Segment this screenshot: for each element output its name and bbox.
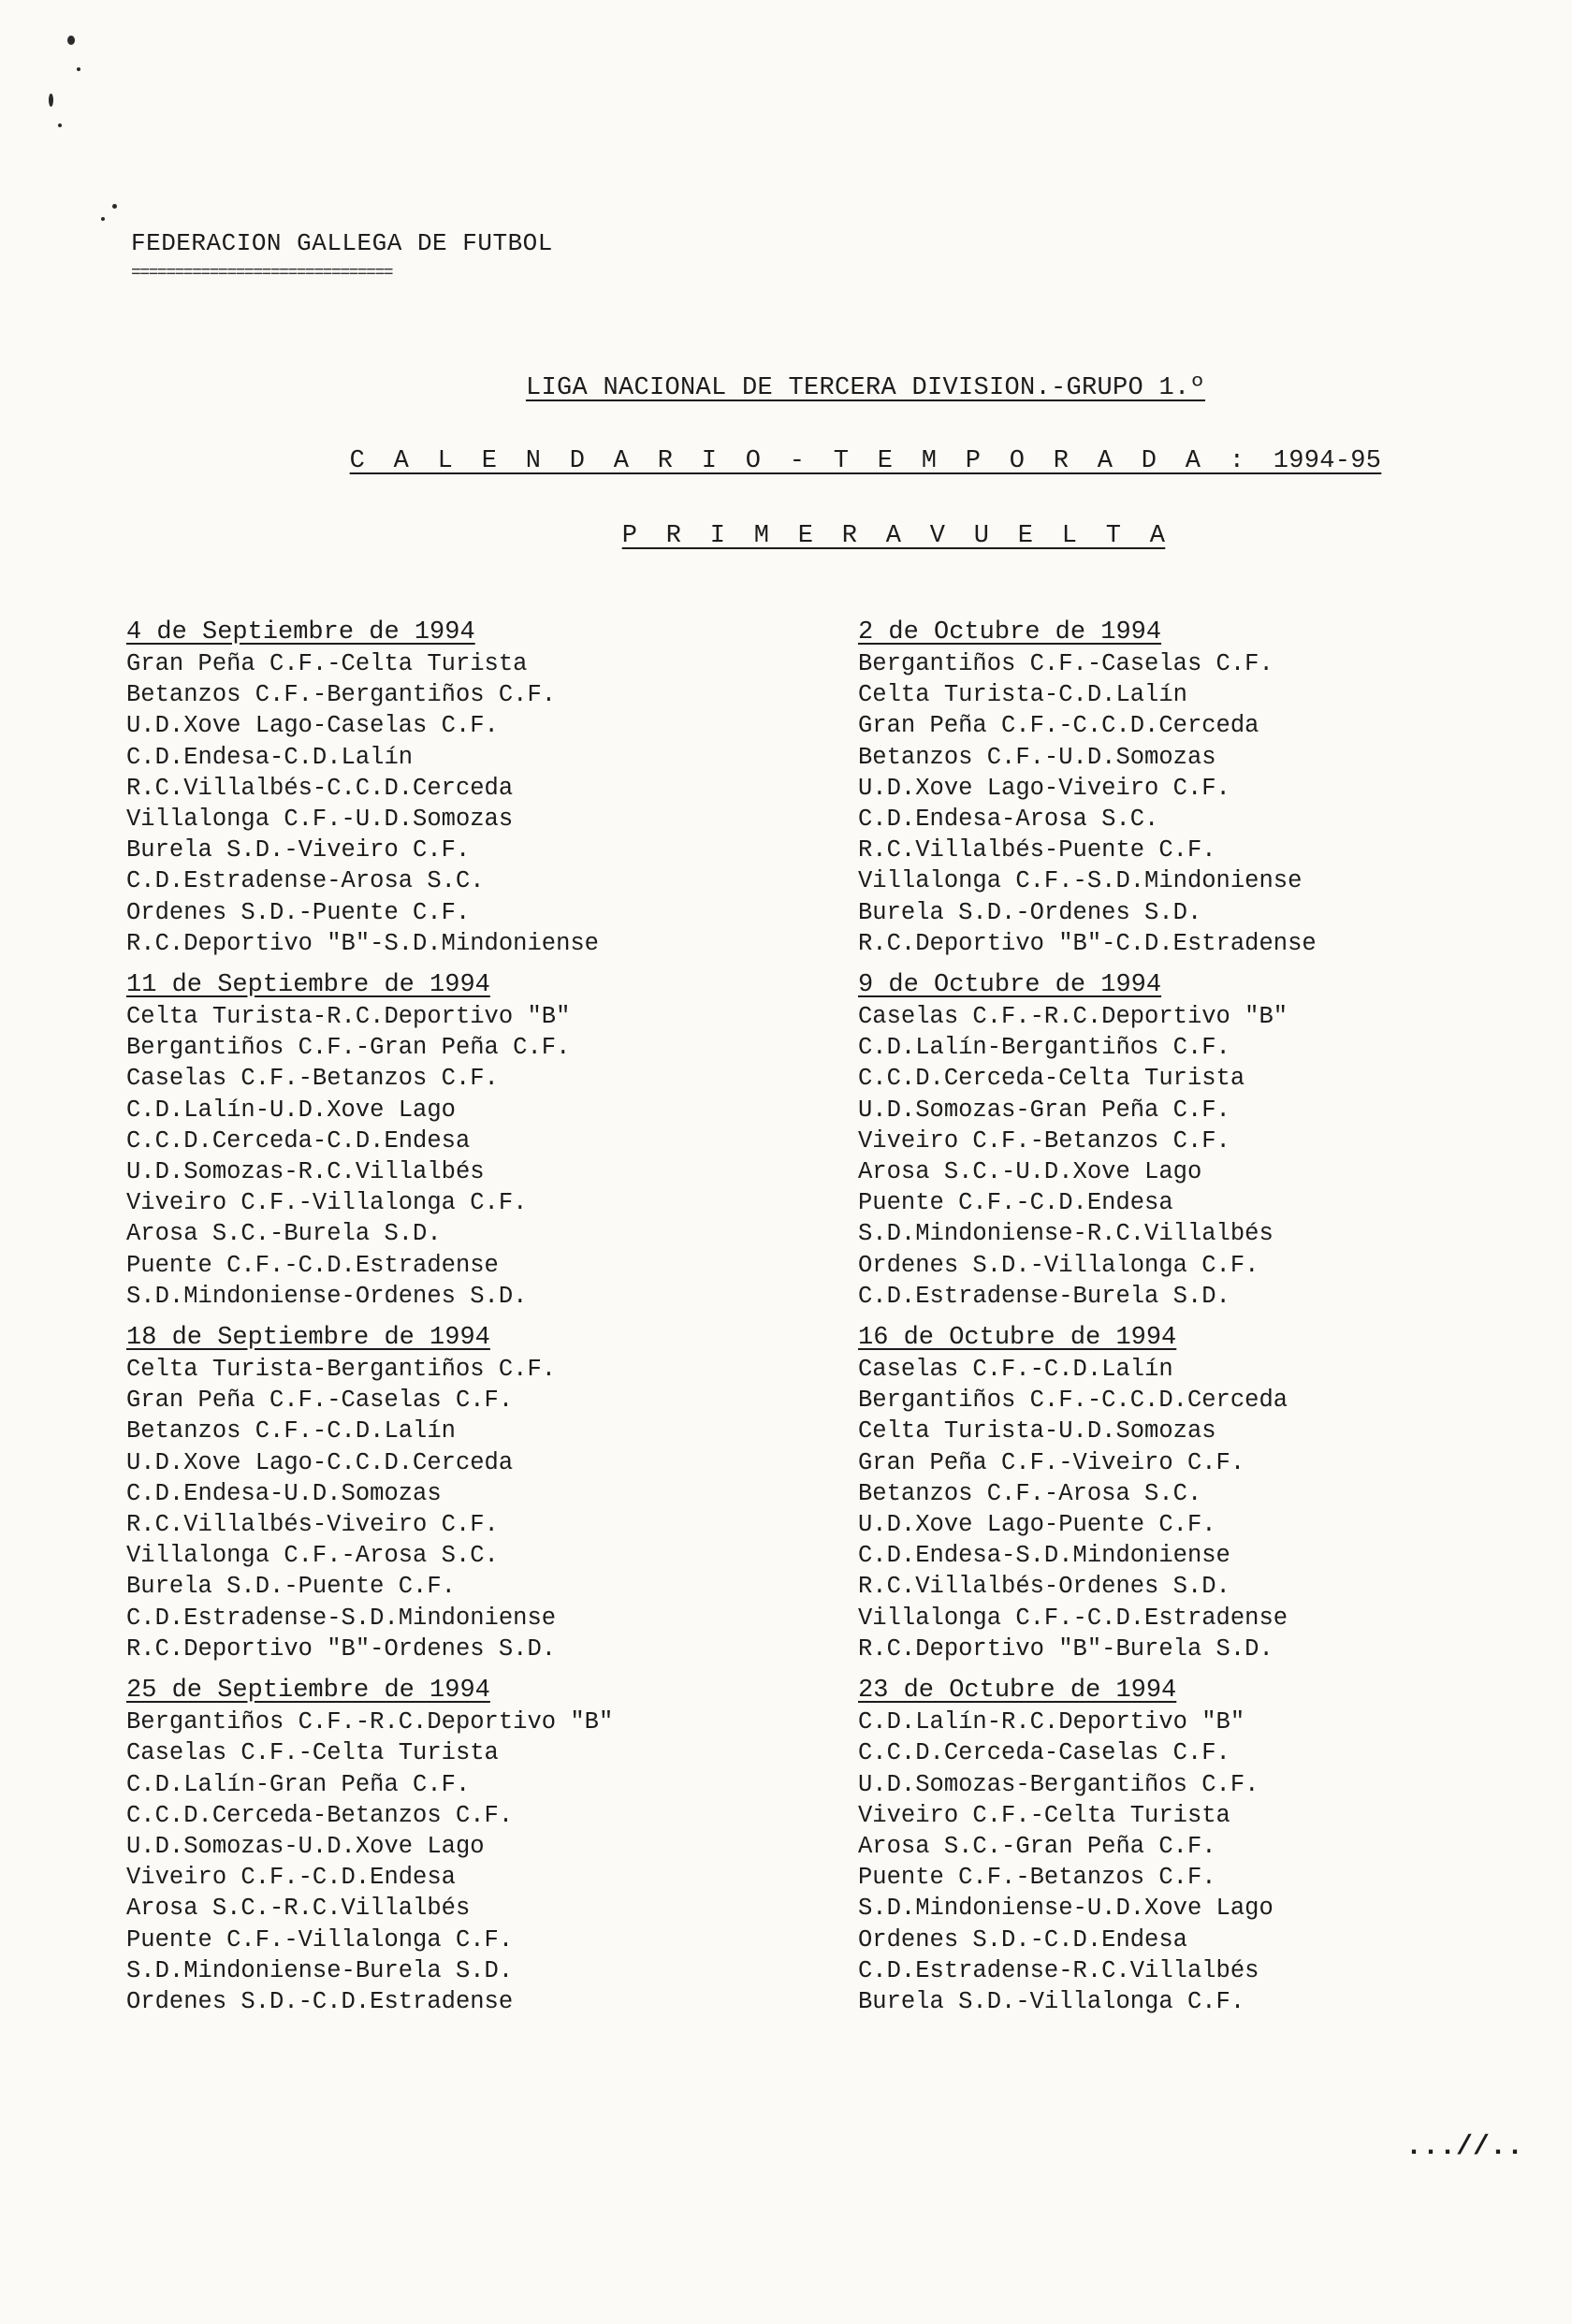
match-fixture: R.C.Villalbés-Puente C.F.: [858, 836, 1216, 864]
matchday-block: [858, 970, 1532, 1312]
match-fixture: Caselas C.F.-C.D.Lalín: [858, 1356, 1173, 1384]
ink-speck: [49, 94, 53, 107]
match-fixture: Betanzos C.F.-Arosa S.C.: [858, 1479, 1202, 1507]
match-fixture: C.C.D.Cerceda-Betanzos C.F.: [126, 1801, 514, 1829]
round-title: P R I M E R A V U E L T A: [621, 522, 1166, 550]
match-fixture: C.D.Endesa-Arosa S.C.: [858, 806, 1159, 834]
matchday-date: 2 de Octubre de 1994: [858, 618, 1162, 646]
match-fixture: Viveiro C.F.-C.D.Endesa: [126, 1864, 456, 1892]
match-fixture: C.C.D.Cerceda-Caselas C.F.: [858, 1739, 1230, 1767]
match-fixture: C.C.D.Cerceda-Celta Turista: [858, 1065, 1245, 1093]
match-fixture: Betanzos C.F.-Bergantiños C.F.: [126, 681, 557, 709]
header-double-rule: ==============================: [131, 264, 393, 283]
match-fixture: C.D.Estradense-Burela S.D.: [858, 1282, 1230, 1310]
matchday-date: 18 de Septiembre de 1994: [126, 1324, 490, 1353]
calendar-title: C A L E N D A R I O - T E M P O R A D A : 1994-95: [349, 447, 1382, 475]
match-fixture: Villalonga C.F.-Arosa S.C.: [126, 1542, 499, 1570]
match-fixture: Viveiro C.F.-Betanzos C.F.: [858, 1126, 1230, 1155]
matchday-block: [126, 617, 800, 959]
match-fixture: S.D.Mindoniense-U.D.Xove Lago: [858, 1895, 1274, 1923]
match-fixture: Bergantiños C.F.-C.C.D.Cerceda: [858, 1387, 1288, 1415]
match-fixture: Gran Peña C.F.-C.C.D.Cerceda: [858, 712, 1259, 740]
matchday-date: 9 de Octubre de 1994: [858, 971, 1162, 1000]
ink-speck: [58, 123, 62, 127]
match-fixture: Ordenes S.D.-C.D.Estradense: [126, 1987, 514, 2015]
match-fixture: Burela S.D.-Viveiro C.F.: [126, 836, 471, 864]
match-fixture: Celta Turista-C.D.Lalín: [858, 681, 1187, 709]
match-fixture: Bergantiños C.F.-Caselas C.F.: [858, 650, 1274, 677]
match-fixture: S.D.Mindoniense-Ordenes S.D.: [126, 1282, 528, 1310]
matchday-date: 11 de Septiembre de 1994: [126, 971, 490, 1000]
match-fixture: C.D.Estradense-R.C.Villalbés: [858, 1956, 1259, 1984]
matchday-block: [126, 1676, 800, 2017]
match-fixture: Betanzos C.F.-U.D.Somozas: [858, 743, 1216, 771]
match-fixture: R.C.Deportivo "B"-C.D.Estradense: [858, 929, 1317, 957]
match-fixture: C.D.Lalín-Gran Peña C.F.: [126, 1770, 471, 1798]
match-fixture: C.D.Lalín-U.D.Xove Lago: [126, 1096, 456, 1124]
match-fixture: Arosa S.C.-U.D.Xove Lago: [858, 1158, 1202, 1186]
matchday-date: 23 de Octubre de 1994: [858, 1677, 1177, 1706]
match-fixture: C.D.Estradense-S.D.Mindoniense: [126, 1604, 557, 1632]
match-fixture: C.D.Lalín-R.C.Deportivo "B": [858, 1708, 1245, 1736]
match-fixture: Ordenes S.D.-Puente C.F.: [126, 898, 471, 926]
ink-speck: [67, 36, 75, 45]
match-fixture: S.D.Mindoniense-Burela S.D.: [126, 1956, 514, 1984]
matchday-block: [126, 1323, 800, 1664]
matchday-date: 16 de Octubre de 1994: [858, 1324, 1177, 1353]
match-fixture: Gran Peña C.F.-Viveiro C.F.: [858, 1448, 1245, 1476]
match-fixture: Viveiro C.F.-Villalonga C.F.: [126, 1189, 528, 1217]
continuation-mark: ...//..: [1405, 2131, 1523, 2163]
match-fixture: Celta Turista-Bergantiños C.F.: [126, 1356, 557, 1384]
matchday-block: [858, 1323, 1532, 1664]
match-fixture: S.D.Mindoniense-R.C.Villalbés: [858, 1220, 1274, 1248]
league-title: LIGA NACIONAL DE TERCERA DIVISION.-GRUPO 1.º: [525, 374, 1206, 402]
match-fixture: C.D.Endesa-C.D.Lalín: [126, 743, 414, 771]
right-schedule-column: [858, 617, 1532, 2028]
match-fixture: Puente C.F.-Villalonga C.F.: [126, 1925, 514, 1954]
organization-name: FEDERACION GALLEGA DE FUTBOL: [131, 229, 553, 257]
match-fixture: R.C.Deportivo "B"-Burela S.D.: [858, 1634, 1274, 1663]
match-fixture: Caselas C.F.-Celta Turista: [126, 1739, 499, 1767]
match-fixture: Bergantiños C.F.-Gran Peña C.F.: [126, 1034, 571, 1062]
match-fixture: U.D.Xove Lago-Viveiro C.F.: [858, 774, 1230, 802]
match-fixture: Celta Turista-R.C.Deportivo "B": [126, 1003, 571, 1031]
match-fixture: Viveiro C.F.-Celta Turista: [858, 1801, 1230, 1829]
match-fixture: Arosa S.C.-Gran Peña C.F.: [858, 1832, 1216, 1860]
match-fixture: Puente C.F.-Betanzos C.F.: [858, 1864, 1216, 1892]
match-fixture: R.C.Villalbés-Viveiro C.F.: [126, 1511, 499, 1539]
match-fixture: R.C.Villalbés-Ordenes S.D.: [858, 1573, 1230, 1601]
match-fixture: Villalonga C.F.-S.D.Mindoniense: [858, 867, 1303, 895]
match-fixture: Ordenes S.D.-C.D.Endesa: [858, 1925, 1187, 1954]
match-fixture: Gran Peña C.F.-Celta Turista: [126, 650, 528, 677]
match-fixture: C.D.Estradense-Arosa S.C.: [126, 867, 485, 895]
match-fixture: U.D.Somozas-R.C.Villalbés: [126, 1158, 485, 1186]
match-fixture: Celta Turista-U.D.Somozas: [858, 1417, 1216, 1445]
match-fixture: Caselas C.F.-Betanzos C.F.: [126, 1065, 499, 1093]
matchday-block: [858, 617, 1532, 959]
match-fixture: U.D.Xove Lago-Caselas C.F.: [126, 712, 499, 740]
match-fixture: Arosa S.C.-Burela S.D.: [126, 1220, 442, 1248]
match-fixture: Caselas C.F.-R.C.Deportivo "B": [858, 1003, 1288, 1031]
match-fixture: Betanzos C.F.-C.D.Lalín: [126, 1417, 456, 1445]
match-fixture: U.D.Somozas-U.D.Xove Lago: [126, 1832, 485, 1860]
match-fixture: U.D.Xove Lago-C.C.D.Cerceda: [126, 1448, 514, 1476]
match-fixture: Puente C.F.-C.D.Estradense: [126, 1251, 499, 1279]
match-fixture: C.C.D.Cerceda-C.D.Endesa: [126, 1126, 471, 1155]
matchday-date: 25 de Septiembre de 1994: [126, 1677, 490, 1706]
match-fixture: Burela S.D.-Puente C.F.: [126, 1573, 456, 1601]
ink-speck: [112, 204, 117, 209]
match-fixture: Gran Peña C.F.-Caselas C.F.: [126, 1387, 514, 1415]
match-fixture: U.D.Somozas-Bergantiños C.F.: [858, 1770, 1259, 1798]
matchday-date: 4 de Septiembre de 1994: [126, 618, 475, 646]
left-schedule-column: [126, 617, 800, 2028]
match-fixture: Bergantiños C.F.-R.C.Deportivo "B": [126, 1708, 614, 1736]
match-fixture: R.C.Deportivo "B"-S.D.Mindoniense: [126, 929, 599, 957]
match-fixture: Burela S.D.-Villalonga C.F.: [858, 1987, 1245, 2015]
ink-speck: [77, 67, 80, 71]
match-fixture: Arosa S.C.-R.C.Villalbés: [126, 1895, 471, 1923]
matchday-block: [858, 1676, 1532, 2017]
match-fixture: Puente C.F.-C.D.Endesa: [858, 1189, 1173, 1217]
match-fixture: U.D.Xove Lago-Puente C.F.: [858, 1511, 1216, 1539]
matchday-block: [126, 970, 800, 1312]
match-fixture: C.D.Lalín-Bergantiños C.F.: [858, 1034, 1230, 1062]
match-fixture: C.D.Endesa-U.D.Somozas: [126, 1479, 442, 1507]
match-fixture: U.D.Somozas-Gran Peña C.F.: [858, 1096, 1230, 1124]
match-fixture: C.D.Endesa-S.D.Mindoniense: [858, 1542, 1230, 1570]
match-fixture: Burela S.D.-Ordenes S.D.: [858, 898, 1202, 926]
match-fixture: Villalonga C.F.-C.D.Estradense: [858, 1604, 1288, 1632]
ink-speck: [101, 217, 105, 221]
match-fixture: R.C.Villalbés-C.C.D.Cerceda: [126, 774, 514, 802]
match-fixture: Ordenes S.D.-Villalonga C.F.: [858, 1251, 1259, 1279]
match-fixture: Villalonga C.F.-U.D.Somozas: [126, 806, 514, 834]
match-fixture: R.C.Deportivo "B"-Ordenes S.D.: [126, 1634, 557, 1663]
